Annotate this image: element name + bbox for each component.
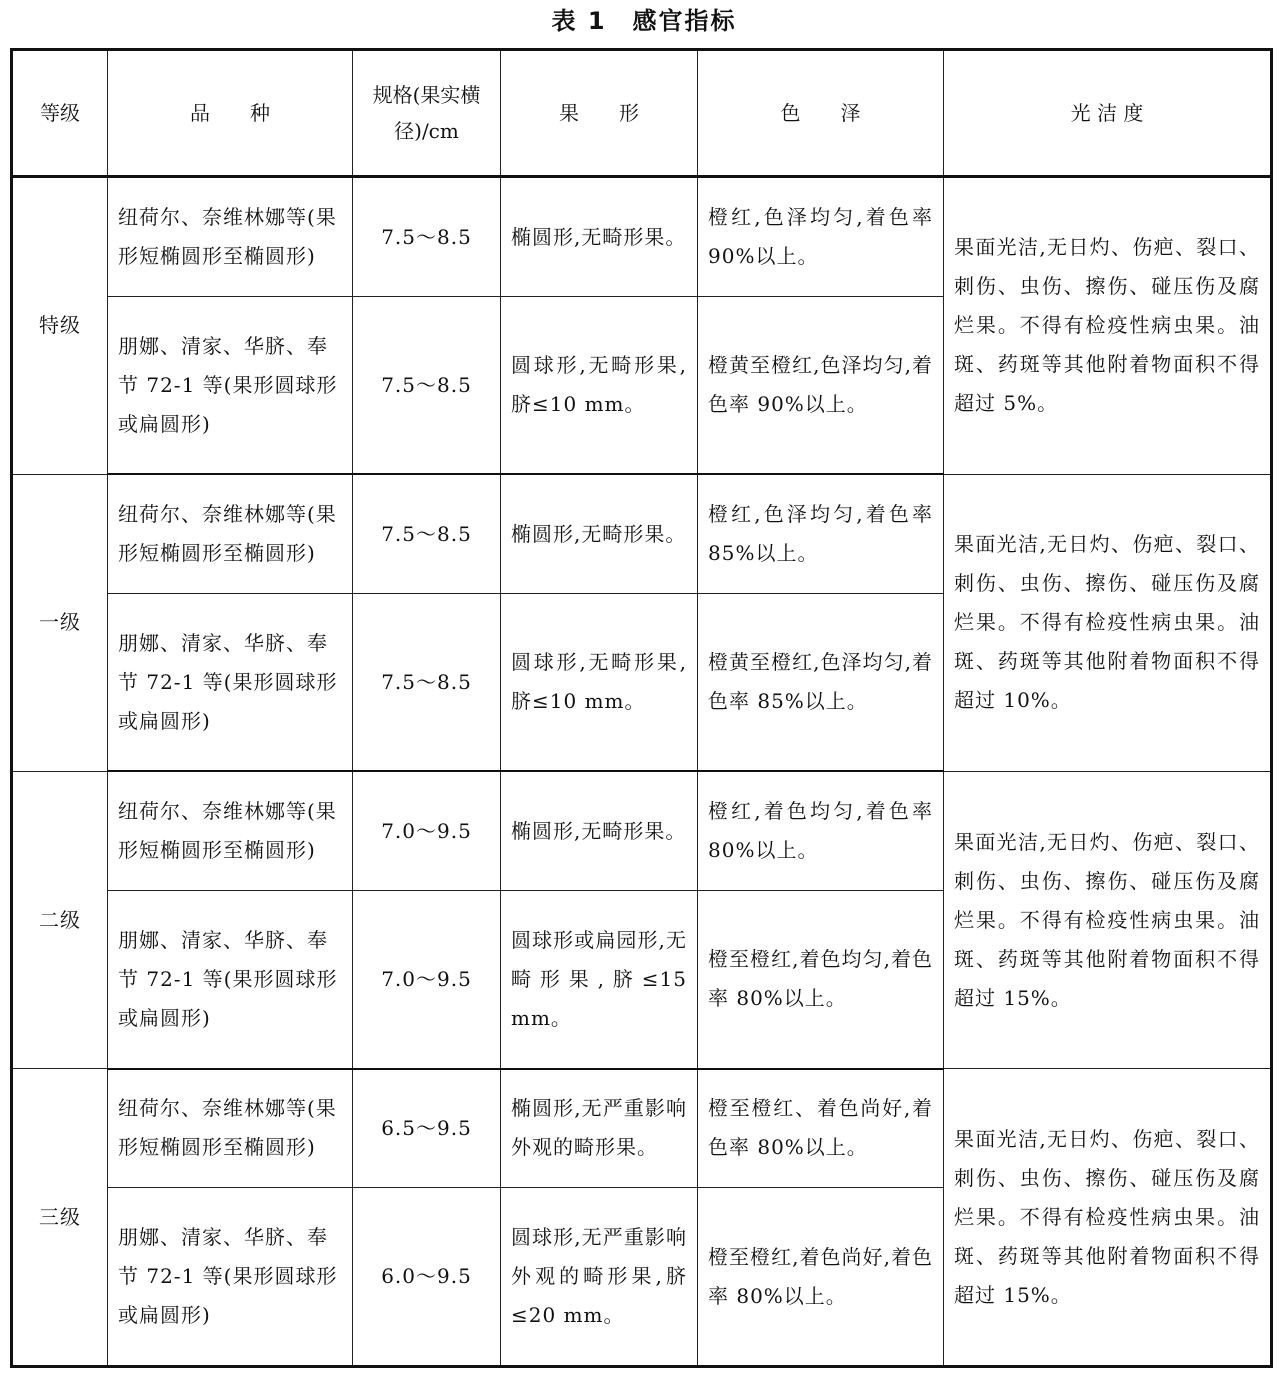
table-row — [12, 1069, 1272, 1188]
color-cell: 橙红,色泽均匀,着色率 85%以上。 — [698, 474, 944, 593]
spec-cell: 7.5～8.5 — [353, 297, 501, 475]
spec-cell: 7.0～9.5 — [353, 771, 501, 890]
spec-cell: 7.5～8.5 — [353, 177, 501, 297]
spec-cell: 7.0～9.5 — [353, 891, 501, 1069]
header-row — [12, 50, 1272, 177]
shape-cell: 圆球形,无严重影响外观的畸形果,脐≤20 mm。 — [501, 1188, 698, 1367]
header-variety: 品 种 — [108, 50, 353, 177]
spec-cell: 6.5～9.5 — [353, 1069, 501, 1188]
spec-cell: 7.5～8.5 — [353, 594, 501, 772]
grade-cell: 三级 — [12, 1069, 108, 1367]
spec-cell: 7.5～8.5 — [353, 474, 501, 593]
variety-cell: 朋娜、清家、华脐、奉节 72-1 等(果形圆球形或扁圆形) — [108, 891, 353, 1069]
color-cell: 橙红,着色均匀,着色率 80%以上。 — [698, 771, 944, 890]
variety-cell: 纽荷尔、奈维林娜等(果形短椭圆形至椭圆形) — [108, 474, 353, 593]
shape-cell: 椭圆形,无畸形果。 — [501, 177, 698, 297]
variety-cell: 朋娜、清家、华脐、奉节 72-1 等(果形圆球形或扁圆形) — [108, 297, 353, 475]
shape-cell: 圆球形或扁园形,无畸形果,脐≤15 mm。 — [501, 891, 698, 1069]
cleanliness-cell: 果面光洁,无日灼、伤疤、裂口、刺伤、虫伤、擦伤、碰压伤及腐烂果。不得有检疫性病虫果。油斑、药斑等其他附着物面积不得超过 15%。 — [944, 771, 1272, 1068]
variety-cell: 朋娜、清家、华脐、奉节 72-1 等(果形圆球形或扁圆形) — [108, 594, 353, 772]
header-cleanliness: 光 洁 度 — [944, 50, 1272, 177]
variety-cell: 纽荷尔、奈维林娜等(果形短椭圆形至椭圆形) — [108, 771, 353, 890]
shape-cell: 椭圆形,无严重影响外观的畸形果。 — [501, 1069, 698, 1188]
shape-cell: 圆球形,无畸形果,脐≤10 mm。 — [501, 297, 698, 475]
variety-cell: 朋娜、清家、华脐、奉节 72-1 等(果形圆球形或扁圆形) — [108, 1188, 353, 1367]
grade-cell: 一级 — [12, 474, 108, 771]
table-row — [12, 177, 1272, 297]
header-shape: 果 形 — [501, 50, 698, 177]
header-color: 色 泽 — [698, 50, 944, 177]
color-cell: 橙至橙红,着色尚好,着色率 80%以上。 — [698, 1188, 944, 1367]
color-cell: 橙至橙红、着色尚好,着色率 80%以上。 — [698, 1069, 944, 1188]
variety-cell: 纽荷尔、奈维林娜等(果形短椭圆形至椭圆形) — [108, 1069, 353, 1188]
cleanliness-cell: 果面光洁,无日灼、伤疤、裂口、刺伤、虫伤、擦伤、碰压伤及腐烂果。不得有检疫性病虫果。油斑、药斑等其他附着物面积不得超过 10%。 — [944, 474, 1272, 771]
grade-cell: 二级 — [12, 771, 108, 1068]
cleanliness-cell: 果面光洁,无日灼、伤疤、裂口、刺伤、虫伤、擦伤、碰压伤及腐烂果。不得有检疫性病虫果。油斑、药斑等其他附着物面积不得超过 5%。 — [944, 177, 1272, 475]
spec-cell: 6.0～9.5 — [353, 1188, 501, 1367]
shape-cell: 椭圆形,无畸形果。 — [501, 771, 698, 890]
header-grade: 等级 — [12, 50, 108, 177]
variety-cell: 纽荷尔、奈维林娜等(果形短椭圆形至椭圆形) — [108, 177, 353, 297]
table-title: 表 1 感官指标 — [551, 7, 737, 35]
grade-cell: 特级 — [12, 177, 108, 475]
color-cell: 橙黄至橙红,色泽均匀,着色率 90%以上。 — [698, 297, 944, 475]
table-row — [12, 474, 1272, 593]
sensory-index-table — [10, 48, 1273, 1368]
shape-cell: 圆球形,无畸形果,脐≤10 mm。 — [501, 594, 698, 772]
header-spec: 规格(果实横径)/cm — [353, 50, 501, 177]
shape-cell: 椭圆形,无畸形果。 — [501, 474, 698, 593]
color-cell: 橙黄至橙红,色泽均匀,着色率 85%以上。 — [698, 594, 944, 772]
color-cell: 橙红,色泽均匀,着色率 90%以上。 — [698, 177, 944, 297]
table-row — [12, 771, 1272, 890]
color-cell: 橙至橙红,着色均匀,着色率 80%以上。 — [698, 891, 944, 1069]
cleanliness-cell: 果面光洁,无日灼、伤疤、裂口、刺伤、虫伤、擦伤、碰压伤及腐烂果。不得有检疫性病虫果。油斑、药斑等其他附着物面积不得超过 15%。 — [944, 1069, 1272, 1367]
